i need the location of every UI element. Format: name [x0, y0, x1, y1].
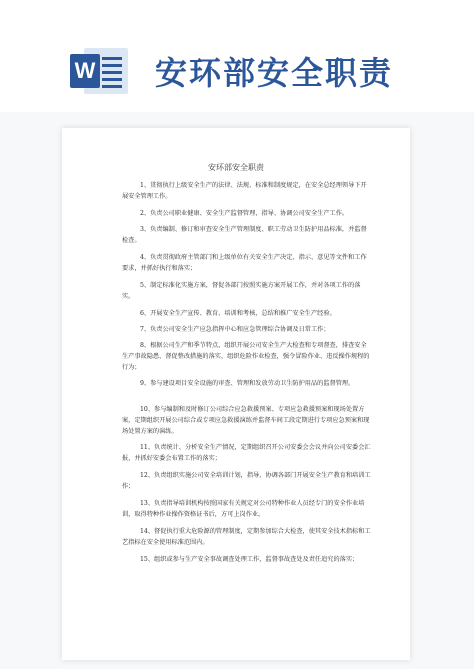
document-page	[62, 128, 410, 660]
paragraph-14: 14、督促执行重大危险源的管理制度，定期参加综合大检查，使其安全技术指标和工艺指标在安全使用标准范围内。	[122, 528, 371, 546]
paragraph-3: 3、负责编制、修订和审查安全生产管理制度、职工劳动卫生防护用品标准，并监督检查。	[122, 226, 367, 244]
paragraph-5: 5、制定标准化实施方案，督促各部门按照实施方案开展工作，并对各项工作的落实。	[122, 282, 361, 300]
document-title: 安环部安全职责	[208, 163, 264, 172]
paragraph-10: 10、参与编制和及时修订公司综合应急救援预案、专项应急救援预案和现场处置方案，定期组织开展公司综合或专项应急救援演练并监督车间工段定期进行专项应急预案和现场处置方案的演练。	[122, 406, 370, 435]
paragraph-12: 12、负责组织实施公司安全培训计划，指导、协调各部门开展安全生产教育和培训工作；	[122, 472, 371, 490]
banner-title: 安环部安全职责	[155, 54, 394, 92]
paragraph-11: 11、负责统计、分析安全生产情况，定期组织召开公司安委会会议并向公司安委会汇报，并抓好安委会布置工作的落实；	[122, 444, 371, 462]
paragraph-2: 2、负责公司职业健康、安全生产监督管理，指导、协调公司安全生产工作。	[140, 210, 349, 217]
paragraph-9: 9、参与建设项目安全设施的审查、管理和发放劳动卫生防护用品的监督管理。	[140, 380, 355, 387]
word-document-icon	[70, 48, 130, 94]
paragraph-4: 4、负责贯彻政府主管部门和上级单位有关安全生产决定、指示、意见等文件和工作要求，并抓好执行和落实；	[122, 254, 367, 272]
paragraph-15: 15、组织或参与生产安全事故调查处理工作，监督事故查处及责任追究的落实；	[140, 556, 359, 563]
word-badge: W	[70, 54, 100, 88]
paragraph-13: 13、负责指导培训机构按照国家有关规定对公司特种作业人员经专门的安全作业培训，取得特种作业操作资格证书后，方可上岗作业。	[122, 500, 365, 518]
paragraph-8: 8、根据公司生产和季节特点，组织开展公司安全生产大检查和专项督查，排查安全生产事故隐患，督促整改措施的落实，组织危险作业检查，强令冒险作业、违反操作规程的行为；	[122, 342, 370, 371]
banner	[0, 0, 474, 112]
paragraph-6: 6、开展安全生产宣传、教育、培训和考核，总结和推广安全生产经验。	[140, 310, 336, 317]
paragraph-1: 1、贯彻执行上级安全生产的法律、法规、标准和制度规定，在安全总经理领导下开展安全管理工作。	[122, 182, 367, 200]
paragraph-7: 7、负责公司安全生产应急指挥中心和应急管理综合协调及日常工作；	[140, 326, 330, 333]
